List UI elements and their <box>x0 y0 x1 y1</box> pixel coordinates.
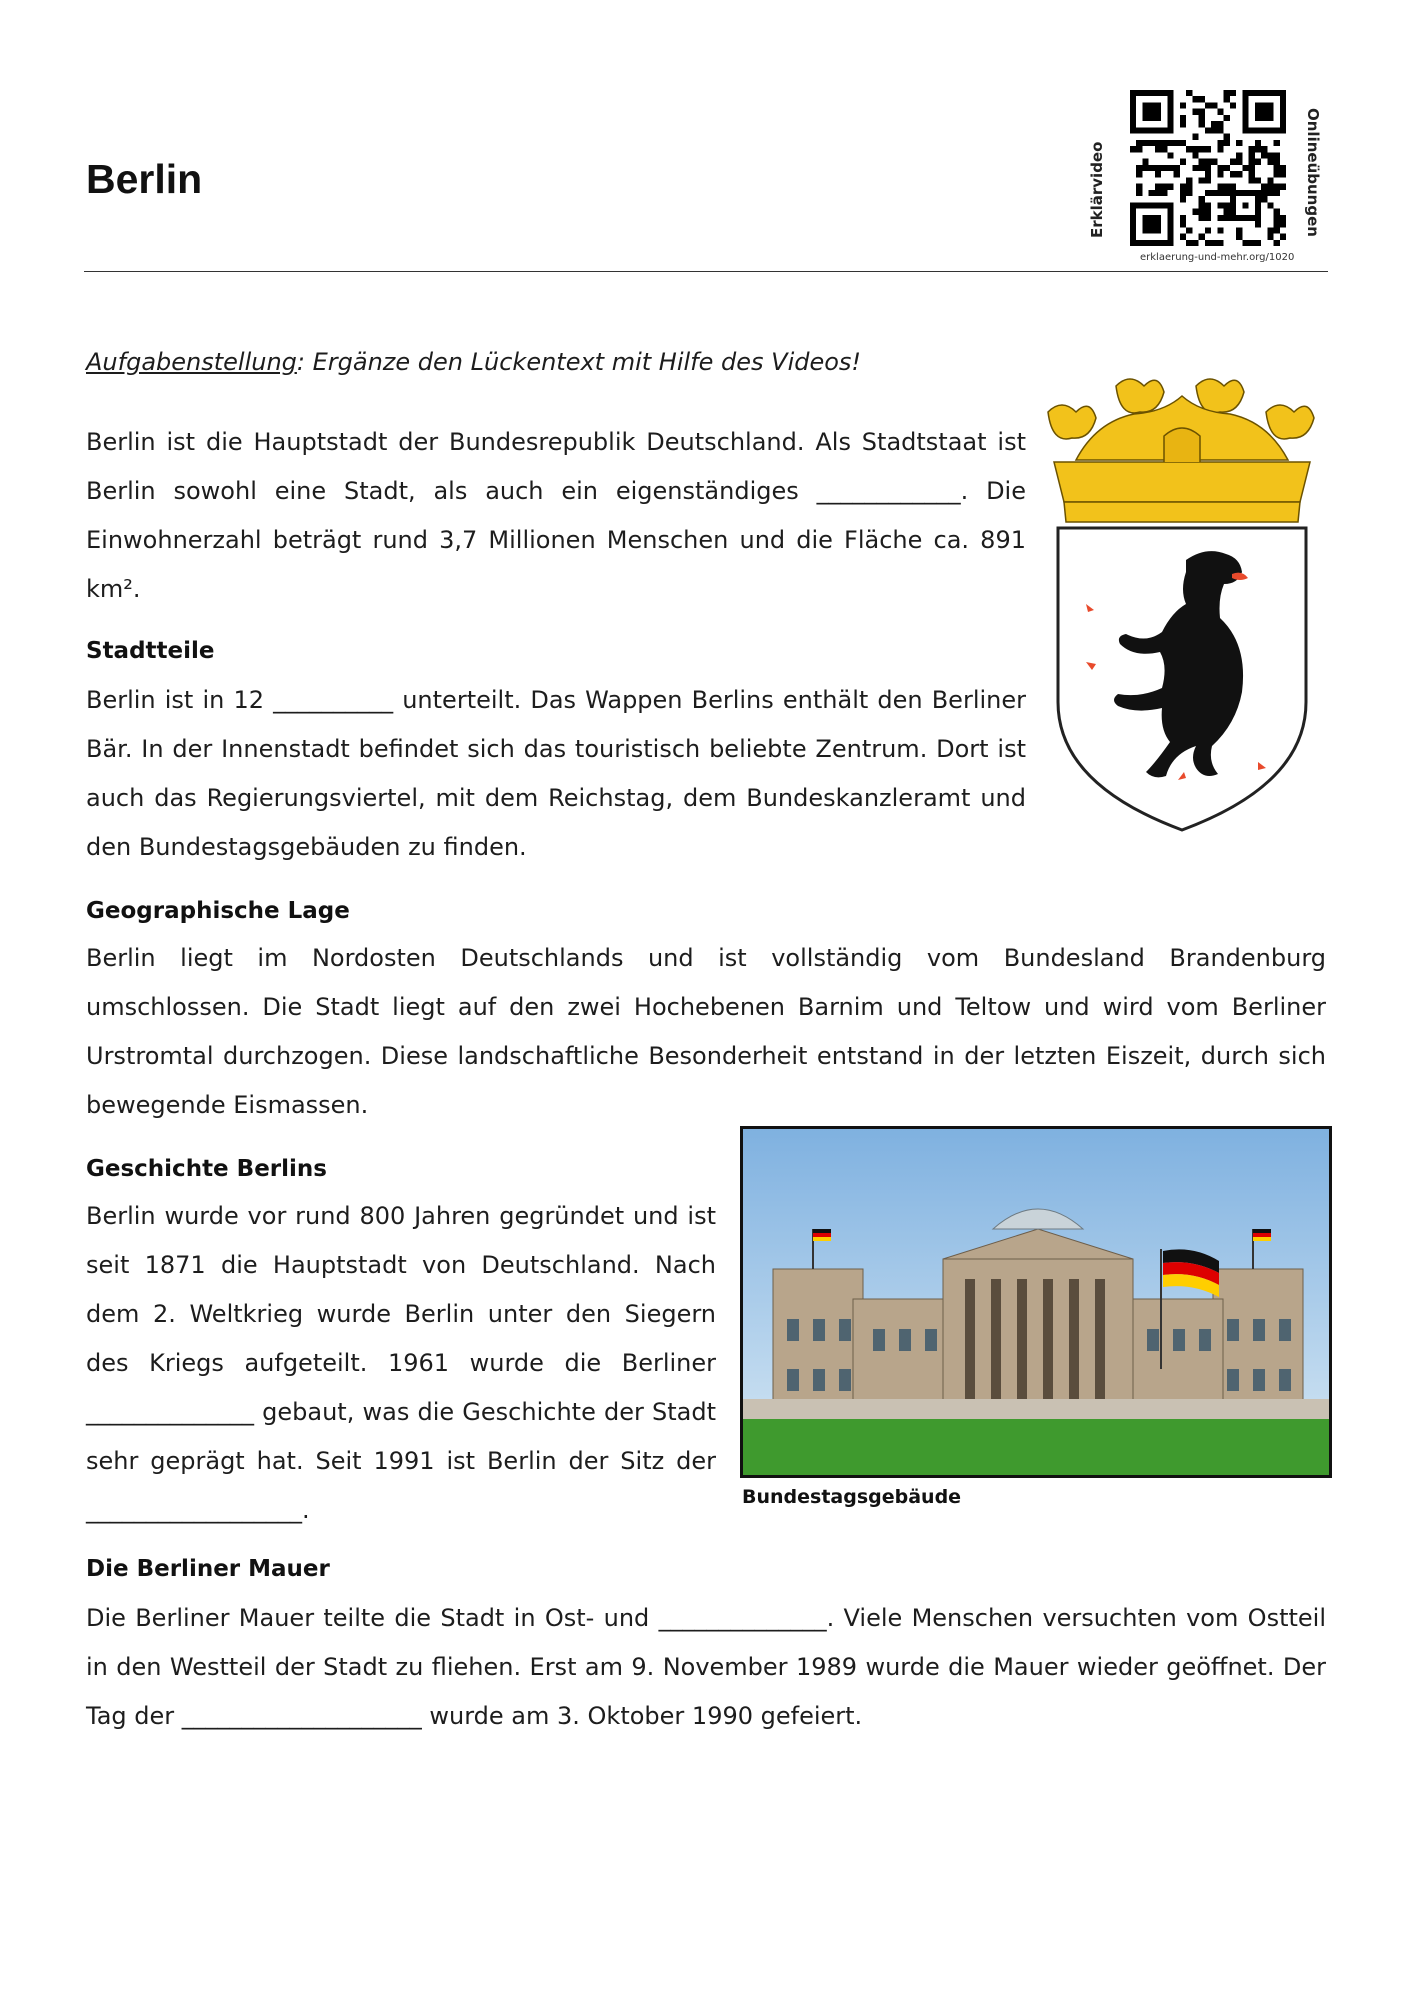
geography-paragraph: Berlin liegt im Nordosten Deutschlands und ist vollständig vom Bundesland Brandenburg umschlossen. Die Stadt liegt auf den zwei Hochebenen Barnim und Teltow und wird vom Berliner Urstromtal durchzogen. Diese landschaftliche Besonderheit entstand in der letzten Eiszeit, durch sich bewegende Eismassen. <box>86 944 1326 1119</box>
online-exercises-label-text: Onlineübungen <box>1304 108 1322 237</box>
photo-caption: Bundestagsgebäude <box>742 1486 962 1508</box>
qr-url: erklaerung-und-mehr.org/1020 <box>1140 252 1295 263</box>
stadtteile-paragraph: Berlin ist in 12 __________ unterteilt. Das Wappen Berlins enthält den Berliner Bär. In der Innenstadt befindet sich das touristisch beliebte Zentrum. Dort ist auch das Regierungsviertel, mit dem Reichstag, dem Bundeskanzleramt und den Bundestagsgebäuden zu finden. <box>86 686 1026 861</box>
history-paragraph: Berlin wurde vor rund 800 Jahren gegründet und ist seit 1871 die Hauptstadt von Deutschland. Nach dem 2. Weltkrieg wurde Berlin unter den Siegern des Kriegs aufgeteilt. 1961 wurde die Berliner ______________ gebaut, was die Geschichte der Stadt sehr geprägt hat. Seit 1991 ist Berlin der Sitz der __________________. <box>86 1202 716 1524</box>
page-title: Berlin <box>86 156 203 202</box>
task-text: : Ergänze den Lückentext mit Hilfe des Videos! <box>296 348 862 376</box>
crown <box>1048 379 1314 522</box>
history-heading: Geschichte Berlins <box>86 1156 327 1182</box>
qr-code[interactable] <box>1130 90 1286 246</box>
online-exercises-label <box>1298 96 1328 256</box>
reichstag-photo <box>740 1126 1332 1478</box>
video-label-text: Erklärvideo <box>1088 141 1106 238</box>
wall-heading: Die Berliner Mauer <box>86 1556 330 1582</box>
task-instruction <box>86 344 1046 380</box>
task-label: Aufgabenstellung <box>86 348 297 376</box>
geography-heading: Geographische Lage <box>86 898 350 924</box>
berlin-coat-of-arms <box>1036 352 1328 832</box>
header-divider <box>84 271 1328 272</box>
stadtteile-heading: Stadtteile <box>86 638 215 664</box>
wall-paragraph: Die Berliner Mauer teilte die Stadt in Ost- und ______________. Viele Menschen versuchten vom Ostteil in den Westteil der Stadt zu fliehen. Erst am 9. November 1989 wurde die Mauer wieder geöffnet. Der Tag der ____________________ wurde am 3. Oktober 1990 gefeiert. <box>86 1604 1326 1730</box>
video-label <box>1082 98 1112 238</box>
intro-paragraph: Berlin ist die Hauptstadt der Bundesrepublik Deutschland. Als Stadtstaat ist Berlin sowohl eine Stadt, als auch ein eigenständiges ____________. Die Einwohnerzahl beträgt rund 3,7 Millionen Menschen und die Fläche ca. 891 km². <box>86 428 1026 603</box>
